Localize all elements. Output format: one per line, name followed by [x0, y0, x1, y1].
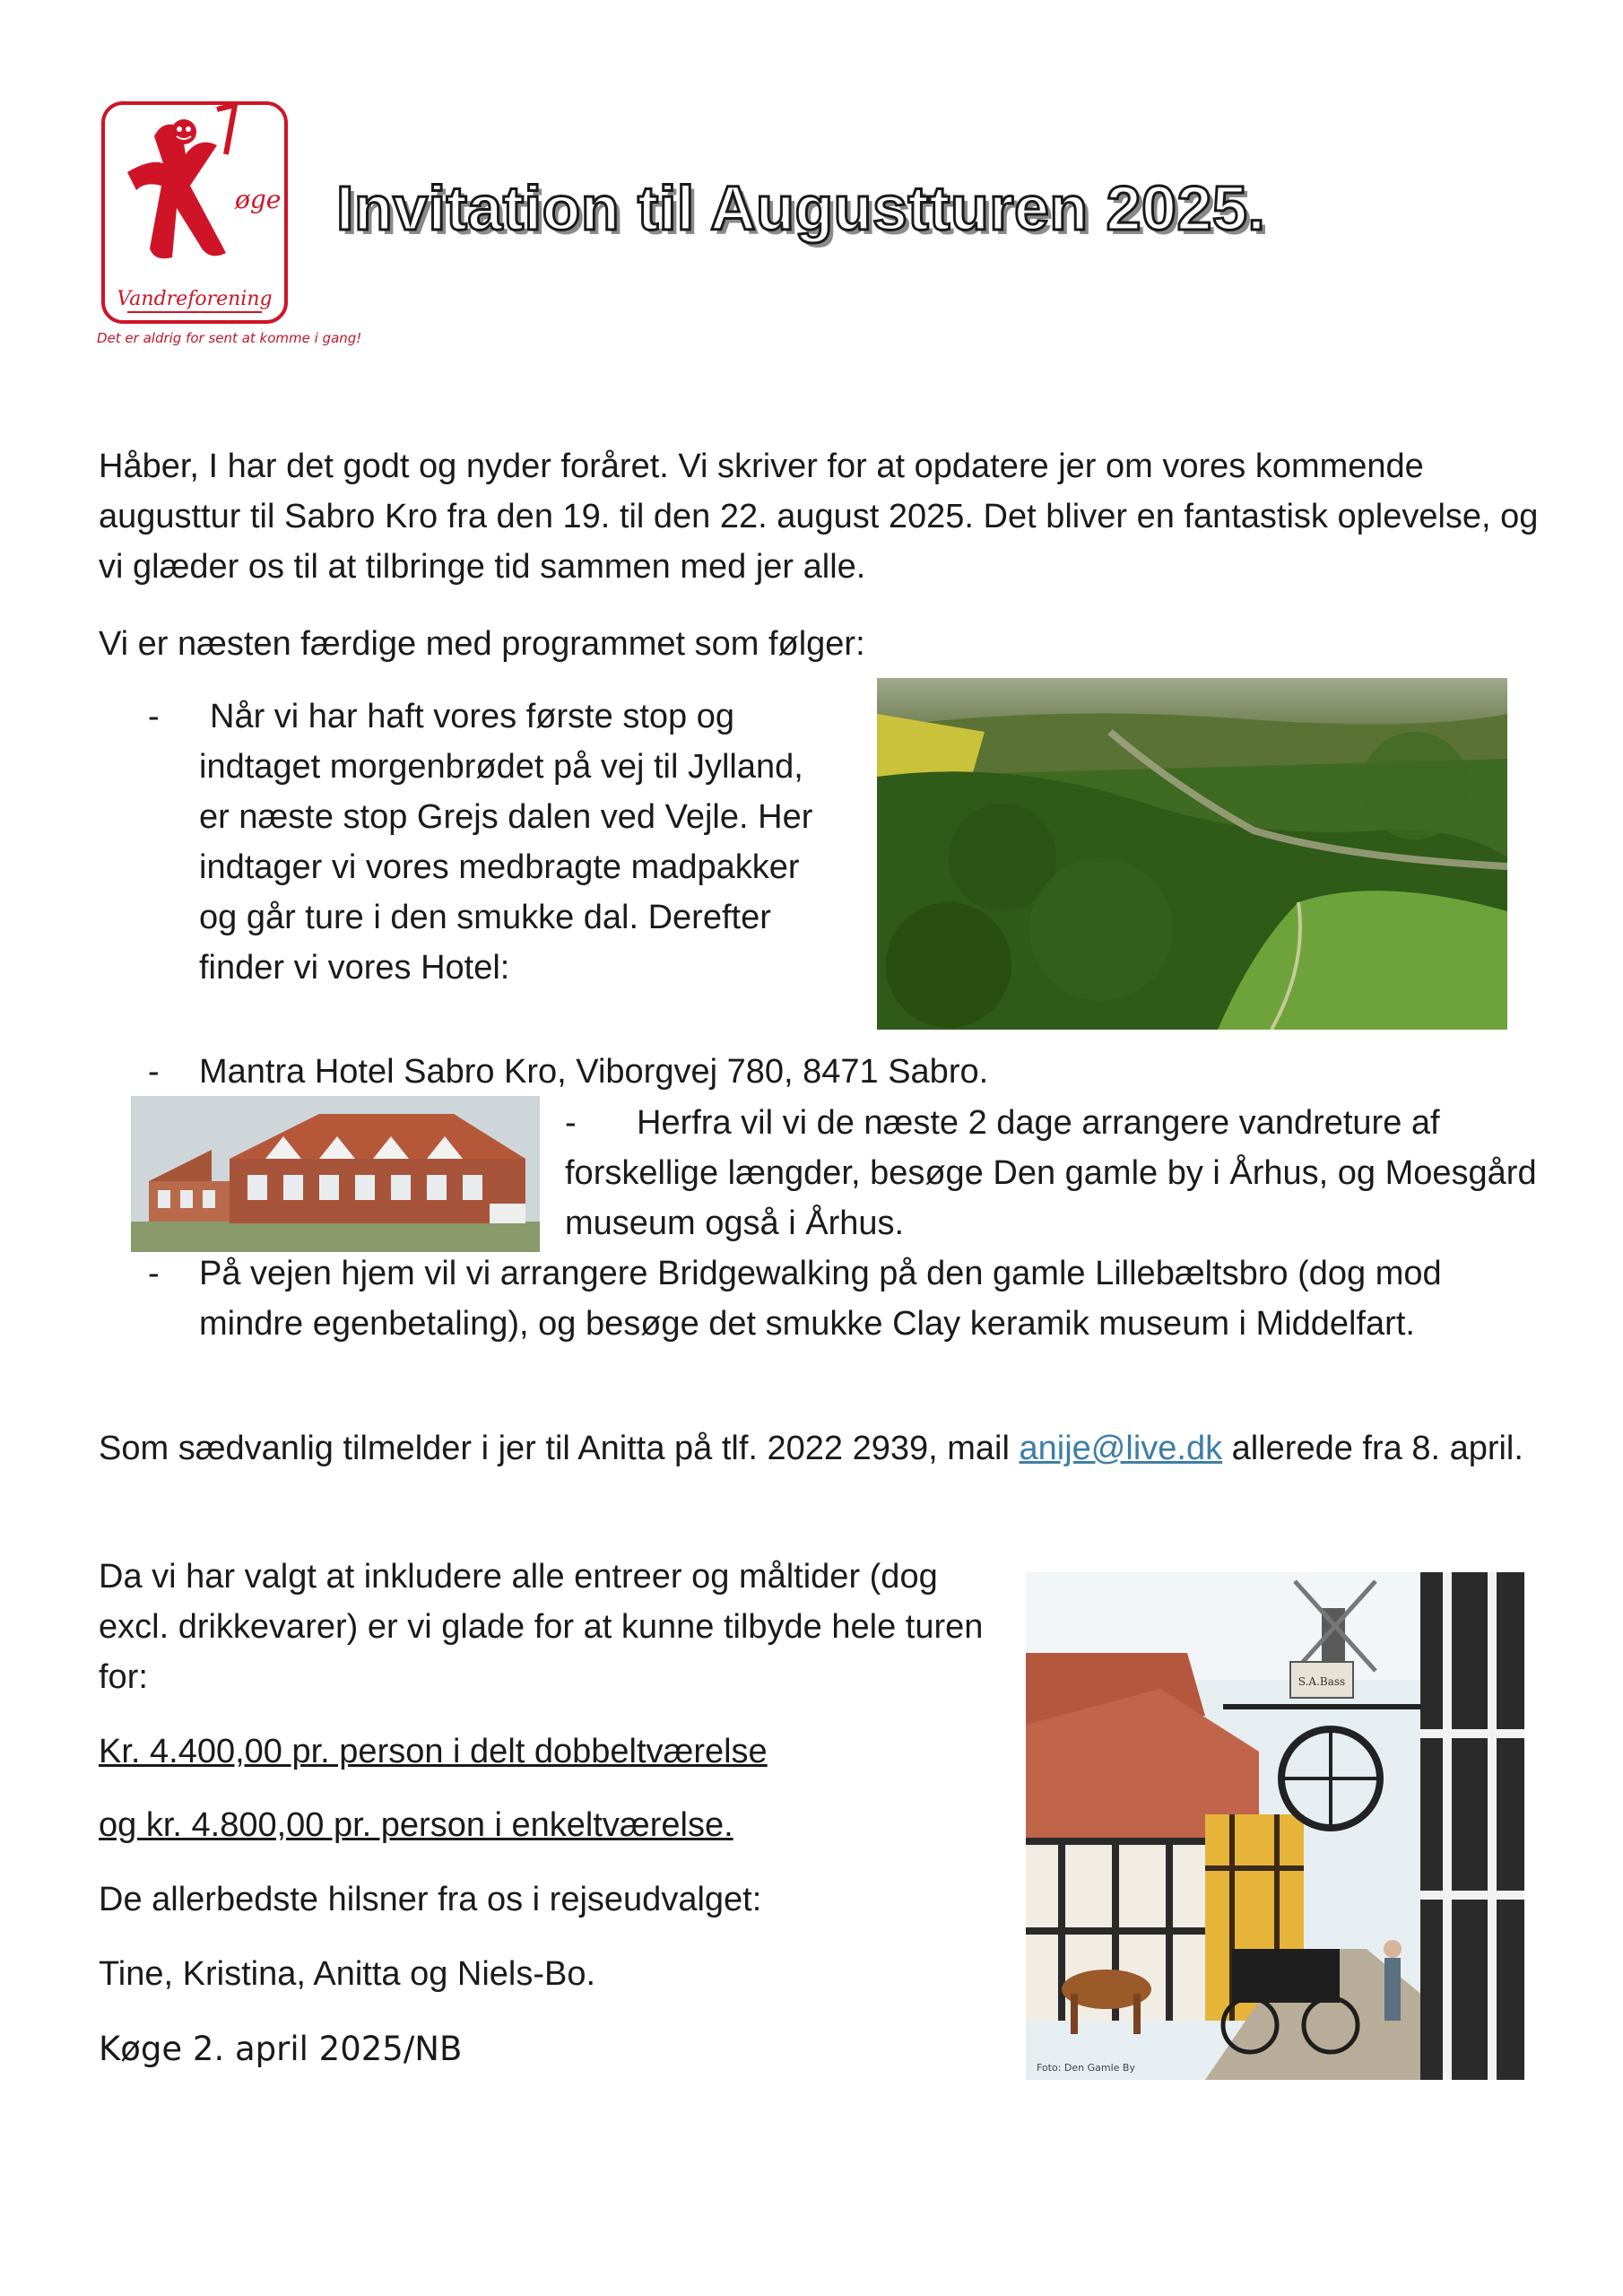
sender-names: Tine, Kristina, Anitta og Niels-Bo.	[99, 1955, 596, 1993]
program-item-middelfart: På vejen hjem vil vi arrangere Bridgewalking på den gamle Lillebæltsbro (dog mod mindre egenbetaling), og besøge det smukke Clay keramik museum i Middelfart.	[199, 1255, 1442, 1343]
bullet-dash-2: -	[148, 1053, 160, 1091]
program-item-grejs: Når vi har haft vores første stop og indtaget morgenbrødet på vej til Jylland, er næste stop Grejs dalen ved Vejle. Her indtager vi vores medbragte madpakker og går ture i den smukke dal. Derefter finder vi vores Hotel:	[199, 698, 813, 987]
included-paragraph: Da vi har valgt at inkludere alle entreer og måltider (dog excl. drikkevarer) er vi glade for at kunne tilbyde hele turen for:	[99, 1558, 984, 1696]
place-and-date: Køge 2. april 2025/NB	[99, 2030, 463, 2068]
bullet-dash-1: -	[148, 698, 160, 735]
den-gamle-by-photo	[1026, 1572, 1524, 2080]
signup-paragraph	[99, 1423, 1551, 1474]
price-double-room: Kr. 4.400,00 pr. person i delt dobbeltværelse	[99, 1733, 768, 1770]
bullet-dash-3: -	[565, 1104, 577, 1142]
page-title: Invitation til Augustturen 2025.	[336, 173, 1266, 243]
signup-text-after: allerede fra 8. april.	[1222, 1430, 1523, 1467]
photo-credit: Foto: Den Gamle By	[1037, 2062, 1135, 2074]
price-single-room: og kr. 4.800,00 pr. person i enkeltværelse.	[99, 1806, 733, 1844]
logo-name: Vandreforening	[117, 288, 273, 310]
signup-text-before: Som sædvanlig tilmelder i jer til Anitta på tlf. 2022 2939, mail	[99, 1430, 1020, 1467]
intro-paragraph: Håber, I har det godt og nyder foråret. Vi skriver for at opdatere jer om vores kommende augusttur til Sabro Kro fra den 19. til den 22. august 2025. Det bliver en fantastisk oplevelse, og vi glæder os til at tilbringe tid sammen med jer alle.	[99, 448, 1539, 586]
program-item-aarhus: Herfra vil vi de næste 2 dage arrangere vandreture af forskellige længder, besøge Den gamle by i Århus, og Moesgård museum også i Århus.	[565, 1104, 1537, 1242]
logo-side-text: øge	[235, 185, 282, 214]
sign-text: S.A.Bass	[1298, 1675, 1346, 1688]
grejs-dalen-photo	[877, 678, 1507, 1030]
email-link[interactable]: anije@live.dk	[1019, 1430, 1223, 1467]
koge-vandreforening-logo	[100, 100, 289, 325]
program-heading: Vi er næsten færdige med programmet som følger:	[99, 625, 865, 663]
sabro-kro-hotel-photo	[131, 1096, 540, 1252]
greeting: De allerbedste hilsner fra os i rejseudvalget:	[99, 1881, 762, 1918]
bullet-dash-4: -	[148, 1255, 160, 1292]
logo-tagline: Det er aldrig for sent at komme i gang!	[97, 330, 362, 346]
program-item-hotel: Mantra Hotel Sabro Kro, Viborgvej 780, 8471 Sabro.	[199, 1053, 989, 1091]
